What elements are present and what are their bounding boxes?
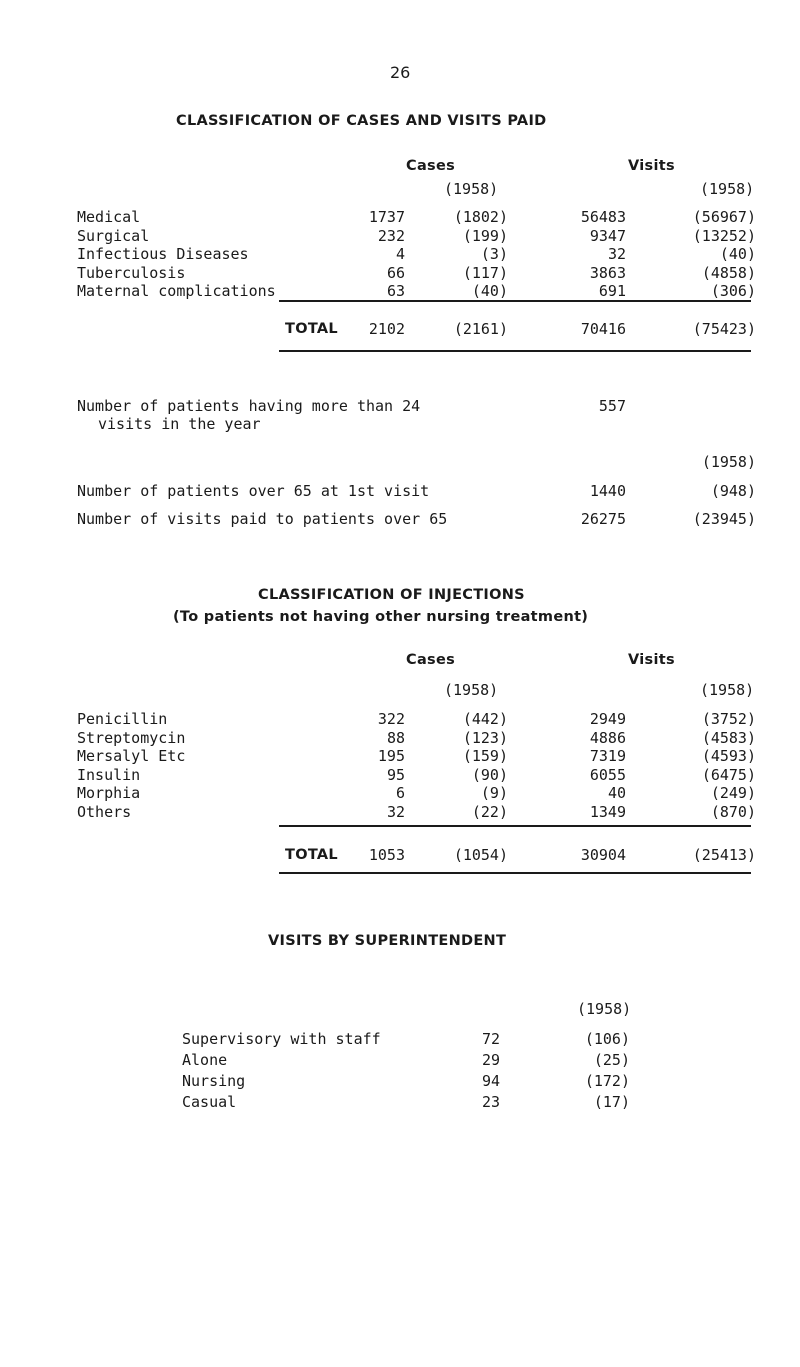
row-cases: 66 (386, 263, 405, 282)
row-cases-prev: (123) (462, 728, 508, 747)
section1-total-cases-prev: (2161) (453, 320, 508, 338)
section3-year-note: (1958) (577, 1000, 632, 1018)
section2-total-cases: 1053 (368, 846, 405, 864)
stat3-value: 26275 (580, 510, 626, 528)
row-visits: 2949 (589, 710, 626, 728)
row-label: Casual (182, 1093, 237, 1111)
row-visits-prev: (13252) (692, 226, 756, 245)
stat2-label: Number of patients over 65 at 1st visit (77, 482, 430, 500)
row-visits-prev: (4593) (701, 747, 756, 765)
section1-col-visits: Visits (628, 158, 675, 174)
page-number: 26 (390, 63, 411, 82)
row-value: 29 (481, 1051, 500, 1069)
row-visits-prev: (306) (710, 282, 756, 300)
row-label: Supervisory with staff (182, 1030, 381, 1048)
row-label: Surgical (77, 226, 150, 245)
section1-title: CLASSIFICATION OF CASES AND VISITS PAID (176, 113, 547, 129)
row-cases: 88 (386, 728, 405, 747)
row-visits: 691 (598, 282, 626, 300)
row-cases-prev: (9) (480, 784, 508, 802)
row-label: Others (77, 802, 132, 821)
row-value: 23 (481, 1093, 500, 1111)
row-label: Infectious Diseases (77, 245, 249, 263)
stats-year-note: (1958) (701, 453, 756, 471)
row-prev: (172) (584, 1072, 630, 1090)
row-label: Medical (77, 208, 141, 226)
section2-total-label: TOTAL (285, 847, 338, 863)
row-cases: 32 (386, 802, 405, 821)
row-value: 94 (481, 1072, 500, 1090)
row-prev: (106) (584, 1030, 630, 1048)
section2-total-visits: 30904 (580, 846, 626, 864)
row-cases-prev: (22) (471, 802, 508, 821)
row-label: Mersalyl Etc (77, 747, 186, 765)
section1-total-cases: 2102 (368, 320, 405, 338)
stat1-value: 557 (598, 397, 626, 415)
section1-total-visits: 70416 (580, 320, 626, 338)
stat3-label: Number of visits paid to patients over 65 (77, 510, 448, 528)
section2-col-cases: Cases (406, 652, 456, 668)
row-visits: 1349 (589, 802, 626, 821)
row-label: Morphia (77, 784, 141, 802)
row-visits: 4886 (589, 728, 626, 747)
section2-total-visits-prev: (25413) (692, 846, 756, 864)
section1-year-visits: (1958) (700, 180, 755, 198)
section2-year-cases: (1958) (444, 681, 499, 699)
row-cases: 322 (377, 710, 405, 728)
row-cases: 95 (386, 765, 405, 784)
row-cases-prev: (3) (480, 245, 508, 263)
row-cases: 1737 (368, 208, 405, 226)
row-visits-prev: (56967) (692, 208, 756, 226)
row-cases-prev: (90) (471, 765, 508, 784)
row-label: Nursing (182, 1072, 246, 1090)
row-cases: 232 (377, 226, 405, 245)
section1-year-cases: (1958) (444, 180, 499, 198)
row-cases: 63 (386, 282, 405, 300)
stat1-label-a: Number of patients having more than 24 (77, 397, 421, 415)
row-visits-prev: (40) (719, 245, 756, 263)
section2-year-visits: (1958) (700, 681, 755, 699)
row-label: Insulin (77, 765, 141, 784)
row-visits: 40 (607, 784, 626, 802)
stat3-prev: (23945) (692, 510, 756, 528)
row-label: Streptomycin (77, 728, 186, 747)
row-label: Maternal complications (77, 282, 276, 300)
section2-total-cases-prev: (1054) (453, 846, 508, 864)
stat2-value: 1440 (589, 482, 626, 500)
row-label: Alone (182, 1051, 228, 1069)
row-visits-prev: (6475) (701, 765, 756, 784)
row-visits: 56483 (580, 208, 626, 226)
row-visits: 6055 (589, 765, 626, 784)
row-cases-prev: (159) (462, 747, 508, 765)
section1-rule-bottom (279, 350, 751, 352)
row-cases-prev: (199) (462, 226, 508, 245)
stat2-prev: (948) (710, 482, 756, 500)
row-cases: 195 (377, 747, 405, 765)
row-cases-prev: (442) (462, 710, 508, 728)
section1-rule-top (279, 300, 751, 302)
row-visits-prev: (4858) (701, 263, 756, 282)
section2-col-visits: Visits (628, 652, 675, 668)
section1-total-visits-prev: (75423) (692, 320, 756, 338)
row-label: Tuberculosis (77, 263, 186, 282)
row-prev: (17) (593, 1093, 630, 1111)
section2-subtitle: (To patients not having other nursing treatment) (173, 609, 589, 625)
row-label: Penicillin (77, 710, 168, 728)
section2-title: CLASSIFICATION OF INJECTIONS (258, 587, 525, 603)
row-visits: 7319 (589, 747, 626, 765)
section2-rule-bottom (279, 872, 751, 874)
section3-title: VISITS BY SUPERINTENDENT (268, 933, 507, 949)
row-visits: 32 (607, 245, 626, 263)
stat1-label-b: visits in the year (98, 415, 261, 433)
row-visits: 9347 (589, 226, 626, 245)
row-visits-prev: (4583) (701, 728, 756, 747)
row-visits-prev: (249) (710, 784, 756, 802)
row-visits-prev: (870) (710, 802, 756, 821)
row-cases-prev: (117) (462, 263, 508, 282)
section1-col-cases: Cases (406, 158, 456, 174)
row-cases: 6 (395, 784, 405, 802)
row-cases-prev: (1802) (453, 208, 508, 226)
row-cases: 4 (395, 245, 405, 263)
row-visits-prev: (3752) (701, 710, 756, 728)
row-visits: 3863 (589, 263, 626, 282)
row-value: 72 (481, 1030, 500, 1048)
section1-total-label: TOTAL (285, 321, 338, 337)
section2-rule-top (279, 825, 751, 827)
row-prev: (25) (593, 1051, 630, 1069)
row-cases-prev: (40) (471, 282, 508, 300)
